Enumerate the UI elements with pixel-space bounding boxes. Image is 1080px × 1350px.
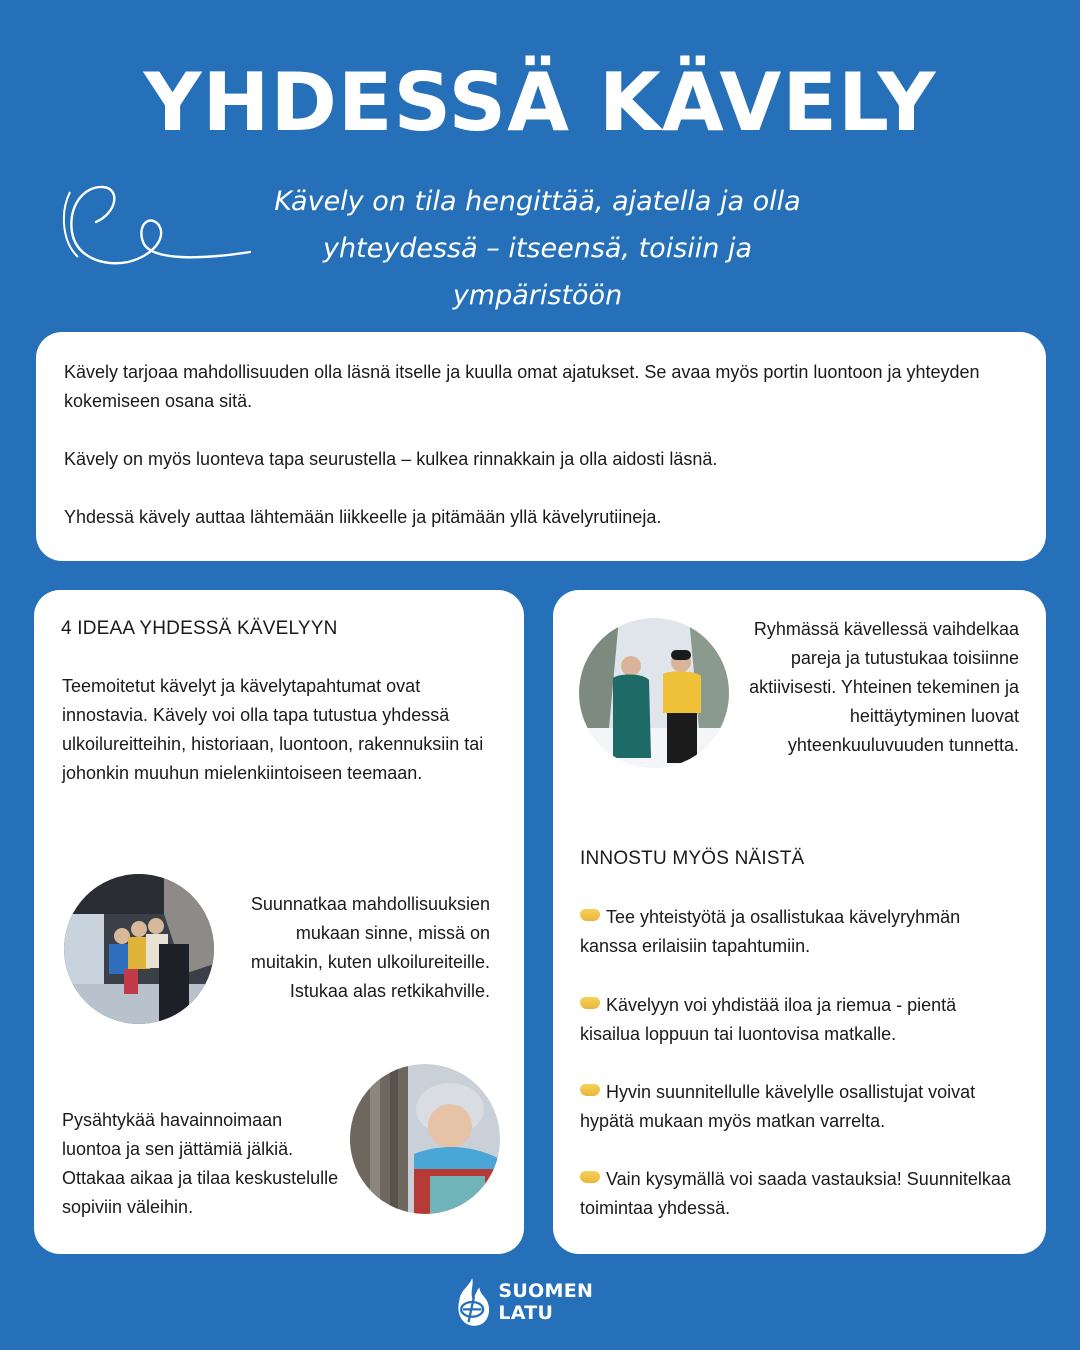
intro-paragraph: Yhdessä kävely auttaa lähtemään liikkeelle ja pitämään yllä kävelyrutiineja. [64,507,662,527]
inspire-item [580,1078,1020,1136]
photo-person-nature [350,1064,500,1214]
suomen-latu-logo [452,1274,642,1330]
idea-item: Ryhmässä kävellessä vaihdelkaa pareja ja tutustukaa toisiinne aktiivisesti. Yhteinen tekeminen ja heittäytyminen luovat yhteenkuuluvuuden tunnetta. [749,619,1019,755]
tagline-line-1: Kävely on tila hengittää, ajatella ja olla [274,186,801,217]
intro-card [36,332,1046,561]
intro-paragraph: Kävely on myös luonteva tapa seurustella – kulkea rinnakkain ja olla aidosti läsnä. [64,449,718,469]
handshake-icon [580,909,600,921]
idea-item: Suunnatkaa mahdollisuuksien mukaan sinne, missä on muitakin, kuten ulkoilureiteille. Istukaa alas retkikahville. [250,894,490,1001]
flame-logo-icon [452,1274,492,1330]
inspire-item-text: Hyvin suunnitellulle kävelylle osallistujat voivat hypätä mukaan myös matkan varrelta. [580,1082,976,1131]
inspire-item-text: Tee yhteistyötä ja osallistukaa kävelyryhmän kanssa erilaisiin tapahtumiin. [580,907,961,956]
logo-text: SUOMEN LATU [498,1280,594,1324]
inspire-item-text: Vain kysymällä voi saada vastauksia! Suunnitelkaa toimintaa yhdessä. [580,1169,1011,1218]
ideas-heading: 4 IDEAA YHDESSÄ KÄVELYYN [61,618,338,639]
inspire-heading: INNOSTU MYÖS NÄISTÄ [580,848,805,869]
ideas-card [34,590,524,1254]
tagline-line-2: yhteydessä – itseensä, toisiin ja ympäristöön [322,233,753,311]
intro-paragraph: Kävely tarjoaa mahdollisuuden olla läsnä itselle ja kuulla omat ajatukset. Se avaa myös portin luontoon ja yhteyden kokemiseen osana sitä. [64,362,980,411]
inspire-item [580,991,1020,1049]
handshake-icon [580,1084,600,1096]
inspire-item-text: Kävelyyn voi yhdistää iloa ja riemua - pientä kisailua loppuun tai luontovisa matkalle. [580,995,957,1044]
inspire-item [580,1165,1020,1223]
inspire-card [553,590,1046,1254]
handshake-icon [580,997,600,1009]
swirl-decoration-icon [58,182,253,272]
photo-winter-walkers [579,618,729,768]
photo-group-sitting [64,874,214,1024]
tagline [250,178,825,319]
idea-item: Teemoitetut kävelyt ja kävelytapahtumat ovat innostavia. Kävely voi olla tapa tutustua yhdessä ulkoilureitteihin, historiaan, luontoon, rakennuksiin tai johonkin muuhun mielenkiintoiseen teemaan. [62,676,484,783]
idea-item: Pysähtykää havainnoimaan luontoa ja sen jättämiä jälkiä. Ottakaa aikaa ja tilaa keskustelulle sopiviin väleihin. [62,1110,339,1217]
inspire-item [580,903,1020,961]
page-title: YHDESSÄ KÄVELY [143,56,937,149]
handshake-icon [580,1171,600,1183]
